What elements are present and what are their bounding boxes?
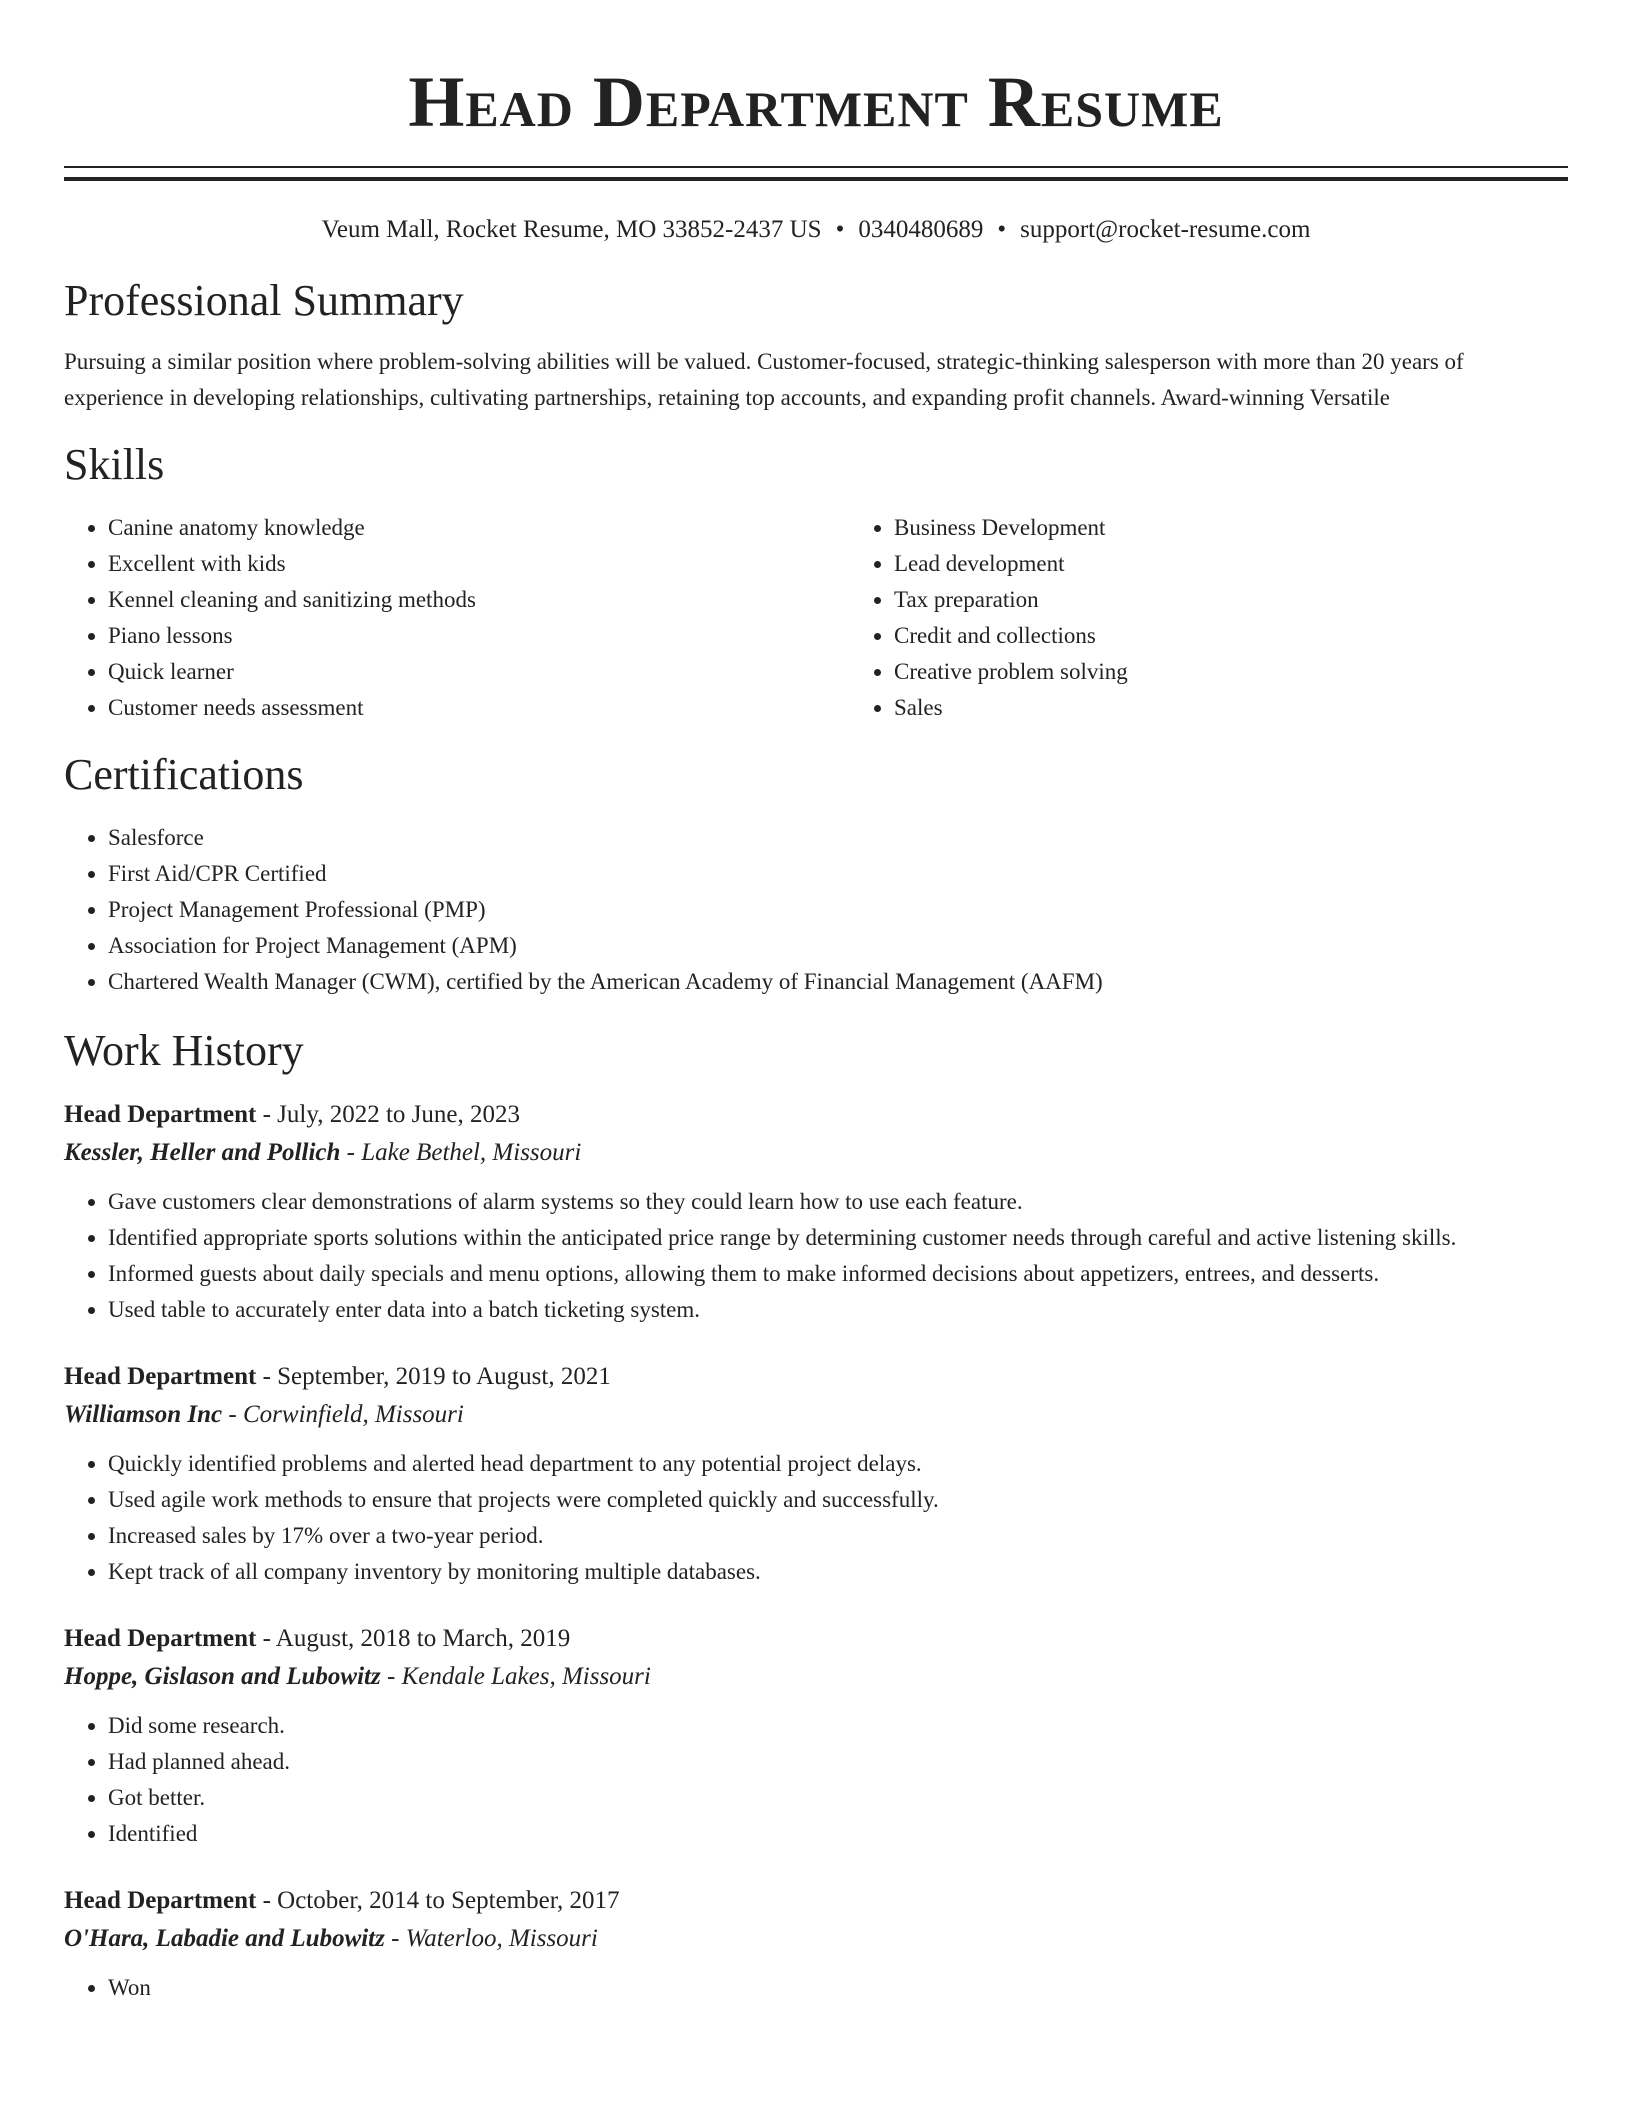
- job-company-line: [64, 1134, 1568, 1172]
- job-company-line: [64, 1396, 1568, 1434]
- job-dates: September, 2019 to August, 2021: [277, 1363, 611, 1390]
- job-role: Head Department: [64, 1887, 257, 1914]
- skills-columns: [64, 510, 1568, 726]
- skills-section: [64, 440, 1568, 726]
- work-history-section: [64, 1026, 1568, 2006]
- section-heading-summary: Professional Summary: [64, 276, 464, 325]
- skill-item: • Excellent with kids: [108, 546, 850, 582]
- job-bullet: • Used table to accurately enter data into a batch ticketing system.: [108, 1292, 1568, 1328]
- skill-item: • Creative problem solving: [894, 654, 1632, 690]
- professional-summary-section: [64, 276, 1568, 416]
- contact-separator: •: [835, 216, 845, 243]
- job-dash: -: [380, 1663, 402, 1690]
- job-company-line: [64, 1920, 1568, 1958]
- job-dash: -: [256, 1887, 278, 1914]
- section-heading-work-history: Work History: [64, 1026, 304, 1075]
- certification-item: • Salesforce: [108, 820, 1568, 856]
- certification-item: • Project Management Professional (PMP): [108, 892, 1568, 928]
- job-bullet: • Did some research.: [108, 1708, 1568, 1744]
- job-dash: -: [256, 1101, 278, 1128]
- job-bullets: [64, 1970, 1568, 2006]
- job-bullet: • Kept track of all company inventory by monitoring multiple databases.: [108, 1554, 1568, 1590]
- job-bullet: • Increased sales by 17% over a two-year period.: [108, 1518, 1568, 1554]
- job-bullet: • Had planned ahead.: [108, 1744, 1568, 1780]
- skill-item: • Quick learner: [108, 654, 850, 690]
- job-dates: August, 2018 to March, 2019: [275, 1625, 571, 1652]
- job-company: Williamson Inc: [64, 1401, 223, 1428]
- job-company-line: [64, 1658, 1568, 1696]
- job-dash: -: [256, 1363, 278, 1390]
- job-company: Hoppe, Gislason and Lubowitz: [64, 1663, 381, 1690]
- skills-list-left: [64, 510, 850, 726]
- contact-email: support@rocket-resume.com: [1020, 216, 1311, 243]
- skill-item: • Canine anatomy knowledge: [108, 510, 850, 546]
- job-role: Head Department: [64, 1363, 257, 1390]
- skill-item: • Piano lessons: [108, 618, 850, 654]
- job-bullet: • Gave customers clear demonstrations of alarm systems so they could learn how to use each feature.: [108, 1184, 1568, 1220]
- certification-item: • Chartered Wealth Manager (CWM), certified by the American Academy of Financial Management (AAFM): [108, 964, 1568, 1000]
- skill-item: • Business Development: [894, 510, 1632, 546]
- skill-item: • Credit and collections: [894, 618, 1632, 654]
- job-bullets: [64, 1446, 1568, 1590]
- skill-item: • Sales: [894, 690, 1632, 726]
- section-heading-certifications: Certifications: [64, 750, 304, 799]
- certifications-list: [64, 820, 1568, 1000]
- skill-item: • Kennel cleaning and sanitizing methods: [108, 582, 850, 618]
- certification-item: • First Aid/CPR Certified: [108, 856, 1568, 892]
- skill-item: • Customer needs assessment: [108, 690, 850, 726]
- contact-address: Veum Mall, Rocket Resume, MO 33852-2437 US: [321, 216, 822, 243]
- section-heading-skills: Skills: [64, 440, 165, 489]
- job-title-line: [64, 1882, 1568, 1920]
- job-title-line: [64, 1096, 1568, 1134]
- skill-item: • Lead development: [894, 546, 1632, 582]
- skill-item: • Tax preparation: [894, 582, 1632, 618]
- job-entry: [64, 1358, 1568, 1590]
- contact-phone: 0340480689: [858, 216, 984, 243]
- job-bullet: • Identified: [108, 1816, 1568, 1852]
- job-dash: -: [222, 1401, 243, 1428]
- job-bullet: • Quickly identified problems and alerted head department to any potential project delays.: [108, 1446, 1568, 1482]
- job-bullet: • Won: [108, 1970, 1568, 2006]
- job-company: O'Hara, Labadie and Lubowitz: [64, 1925, 385, 1952]
- job-role: Head Department: [64, 1625, 257, 1652]
- job-location: Corwinfield, Missouri: [242, 1401, 464, 1428]
- title-double-rule: [64, 166, 1568, 181]
- job-title-line: [64, 1358, 1568, 1396]
- job-bullet: • Got better.: [108, 1780, 1568, 1816]
- job-entry: [64, 1882, 1568, 2006]
- job-dates: October, 2014 to September, 2017: [277, 1887, 620, 1914]
- job-entry: [64, 1096, 1568, 1328]
- job-bullet: • Used agile work methods to ensure that projects were completed quickly and successfully.: [108, 1482, 1568, 1518]
- job-role: Head Department: [64, 1101, 257, 1128]
- job-dash: -: [340, 1139, 362, 1166]
- resume-title: Head Department Resume: [408, 62, 1224, 142]
- certification-item: • Association for Project Management (APM): [108, 928, 1568, 964]
- job-title-line: [64, 1620, 1568, 1658]
- job-dash: -: [384, 1925, 406, 1952]
- job-bullet: • Identified appropriate sports solutions within the anticipated price range by determining customer needs through careful and active listening skills.: [108, 1220, 1568, 1256]
- job-location: Kendale Lakes, Missouri: [401, 1663, 651, 1690]
- certifications-section: [64, 750, 1568, 1000]
- job-bullet: • Informed guests about daily specials and menu options, allowing them to make informed decisions about appetizers, entrees, and desserts.: [108, 1256, 1568, 1292]
- job-dash: -: [256, 1625, 276, 1652]
- job-bullets: [64, 1708, 1568, 1852]
- job-entry: [64, 1620, 1568, 1852]
- job-dates: July, 2022 to June, 2023: [277, 1101, 520, 1128]
- job-location: Waterloo, Missouri: [405, 1925, 598, 1952]
- contact-separator: •: [997, 216, 1007, 243]
- skills-list-right: [850, 510, 1632, 726]
- summary-text: Pursuing a similar position where problem-solving abilities will be valued. Customer-focused, strategic-thinking salesperson with more than 20 years of experience in developing relationships, cultivating partnerships, retaining top accounts, and expanding profit channels. Award-winning Versatile: [64, 349, 1464, 410]
- job-company: Kessler, Heller and Pollich: [64, 1139, 341, 1166]
- job-bullets: [64, 1184, 1568, 1328]
- contact-line: [64, 214, 1568, 246]
- job-location: Lake Bethel, Missouri: [361, 1139, 582, 1166]
